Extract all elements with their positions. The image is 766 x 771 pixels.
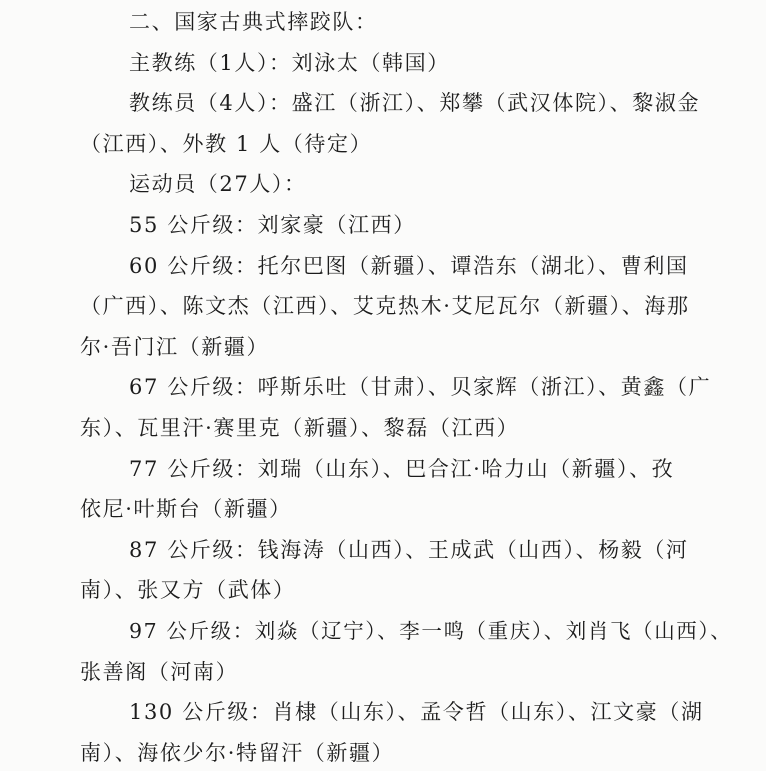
weight-97-line-cont: 张善阁（河南） (80, 659, 239, 684)
coaches-line-cont: （江西）、外教 1 人（待定） (80, 131, 373, 156)
weight-77-line-cont: 依尼·叶斯台（新疆） (80, 497, 292, 522)
weight-87-line: 87 公斤级：钱海涛（山西）、王成武（山西）、杨毅（河 (129, 537, 689, 562)
weight-67-line: 67 公斤级：呼斯乐吐（甘肃）、贝家辉（浙江）、黄鑫（广 (129, 375, 712, 400)
weight-67-line-cont: 东）、瓦里汗·赛里克（新疆）、黎磊（江西） (80, 415, 520, 440)
head-coach-line: 主教练（1人）：刘泳太（韩国） (129, 50, 450, 75)
weight-60-line: 60 公斤级：托尔巴图（新疆）、谭浩东（湖北）、曹利国 (129, 253, 689, 278)
athletes-heading: 运动员（27人）： (129, 172, 307, 197)
weight-60-line-cont-2: 尔·吾门江（新疆） (80, 334, 270, 359)
weight-60-line-cont-1: （广西）、陈文杰（江西）、艾克热木·艾尼瓦尔（新疆）、海那 (80, 294, 690, 319)
weight-77-line: 77 公斤级：刘瑞（山东）、巴合江·哈力山（新疆）、孜 (129, 456, 675, 481)
coaches-line: 教练员（4人）：盛江（浙江）、郑攀（武汉体院）、黎淑金 (129, 91, 701, 116)
weight-87-line-cont: 南）、张又方（武体） (80, 578, 296, 603)
section-heading: 二、国家古典式摔跤队： (129, 10, 378, 34)
document-body (80, 2, 732, 771)
weight-130-line: 130 公斤级：肖棣（山东）、孟令哲（山东）、江文豪（湖 (129, 700, 704, 725)
weight-55-line: 55 公斤级：刘家豪（江西） (129, 212, 416, 237)
weight-97-line: 97 公斤级：刘焱（辽宁）、李一鸣（重庆）、刘肖飞（山西）、 (129, 618, 733, 643)
weight-130-line-cont: 南）、海依少尔·特留汗（新疆） (80, 740, 395, 765)
